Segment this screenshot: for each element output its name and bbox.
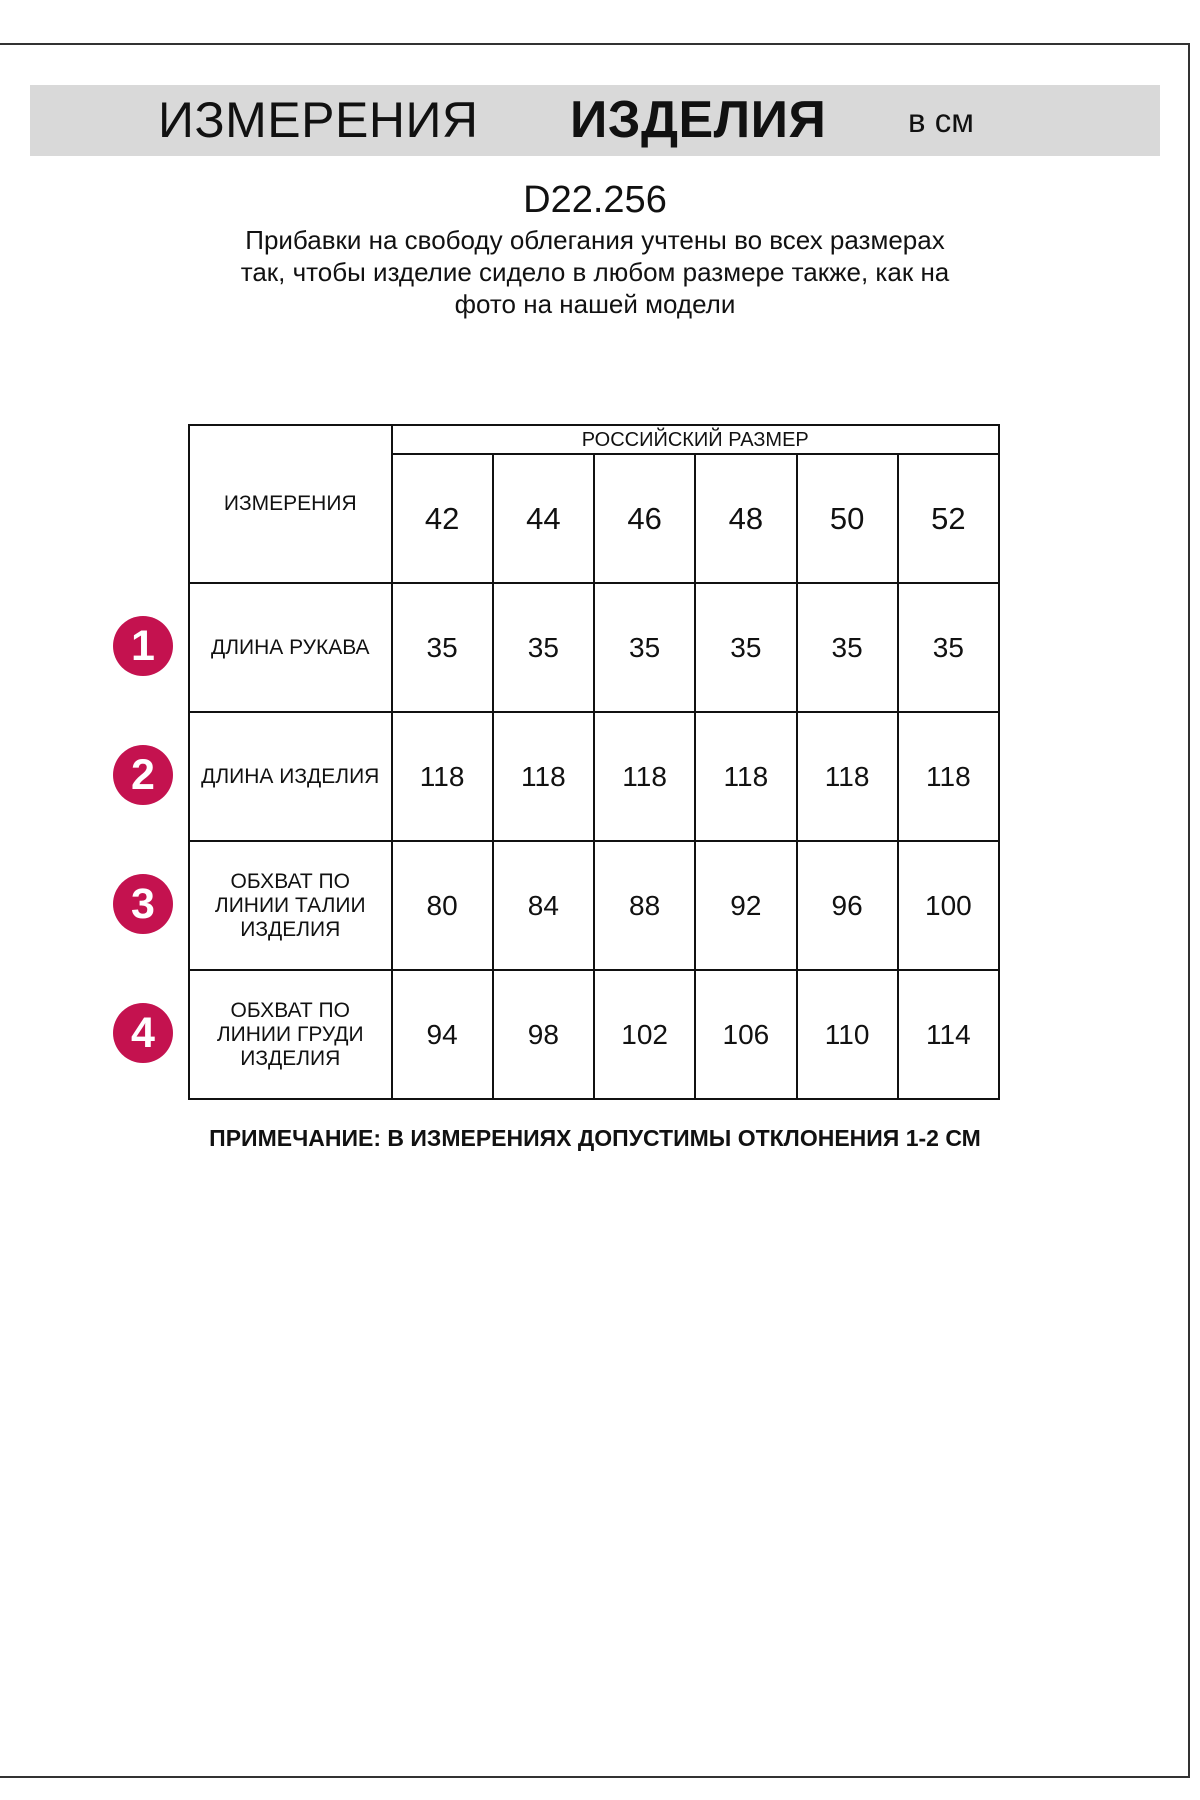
row-label-line: ЛИНИИ ТАЛИИ <box>214 893 366 917</box>
size-header: 42 <box>392 454 493 583</box>
size-table <box>188 424 1000 1100</box>
table-cell: 118 <box>392 712 493 841</box>
row-label-line: ОБХВАТ ПО <box>230 998 350 1022</box>
table-row <box>189 841 999 970</box>
table-cell: 35 <box>594 583 695 712</box>
table-cell: 98 <box>493 970 594 1099</box>
table-cell: 88 <box>594 841 695 970</box>
table-row <box>189 712 999 841</box>
table-cell: 114 <box>898 970 999 1099</box>
table-cell: 35 <box>392 583 493 712</box>
subtitle <box>195 224 995 320</box>
table-cell: 100 <box>898 841 999 970</box>
table-cell: 35 <box>493 583 594 712</box>
header-bar <box>30 85 1160 156</box>
subtitle-line: Прибавки на свободу облегания учтены во всех размерах <box>245 225 945 255</box>
table-cell: 35 <box>797 583 898 712</box>
number-badge-1: 1 <box>113 616 173 676</box>
row-label-line: ИЗДЕЛИЯ <box>240 917 341 941</box>
subtitle-line: фото на нашей модели <box>454 289 736 319</box>
tolerance-note: ПРИМЕЧАНИЕ: В ИЗМЕРЕНИЯХ ДОПУСТИМЫ ОТКЛОНЕНИЯ 1-2 СМ <box>209 1125 981 1151</box>
table-cell: 118 <box>898 712 999 841</box>
row-label-chest-girth <box>189 970 392 1099</box>
row-label-line: ЛИНИИ ГРУДИ <box>216 1022 364 1046</box>
table-row <box>189 583 999 712</box>
number-badge-2: 2 <box>113 745 173 805</box>
row-label-line: ОБХВАТ ПО <box>230 869 350 893</box>
title-garment: ИЗДЕЛИЯ <box>570 91 827 149</box>
measurements-header: ИЗМЕРЕНИЯ <box>189 425 392 583</box>
title-unit: в см <box>908 102 974 139</box>
size-header: 50 <box>797 454 898 583</box>
number-badge-3: 3 <box>113 874 173 934</box>
table-cell: 94 <box>392 970 493 1099</box>
row-label-waist-girth <box>189 841 392 970</box>
table-cell: 118 <box>594 712 695 841</box>
subtitle-line: так, чтобы изделие сидело в любом размере также, как на <box>240 257 950 287</box>
table-cell: 118 <box>797 712 898 841</box>
number-badge-4: 4 <box>113 1003 173 1063</box>
russian-size-header: РОССИЙСКИЙ РАЗМЕР <box>392 425 1000 454</box>
table-cell: 84 <box>493 841 594 970</box>
table-cell: 35 <box>898 583 999 712</box>
size-header: 46 <box>594 454 695 583</box>
table-row <box>189 970 999 1099</box>
table-cell: 35 <box>695 583 796 712</box>
table-header-row <box>189 425 999 454</box>
title-measurements: ИЗМЕРЕНИЯ <box>158 92 479 148</box>
table-cell: 92 <box>695 841 796 970</box>
table-cell: 102 <box>594 970 695 1099</box>
table-cell: 80 <box>392 841 493 970</box>
table-cell: 96 <box>797 841 898 970</box>
table-cell: 110 <box>797 970 898 1099</box>
table-cell: 118 <box>493 712 594 841</box>
row-label-line: ДЛИНА ИЗДЕЛИЯ <box>201 764 380 788</box>
size-header: 44 <box>493 454 594 583</box>
row-label-line: ИЗДЕЛИЯ <box>240 1046 341 1070</box>
row-label-line: ДЛИНА РУКАВА <box>210 635 370 659</box>
size-header: 52 <box>898 454 999 583</box>
row-label-garment-length <box>189 712 392 841</box>
size-header: 48 <box>695 454 796 583</box>
article-code: D22.256 <box>523 179 667 221</box>
table-cell: 118 <box>695 712 796 841</box>
row-label-sleeve-length <box>189 583 392 712</box>
table-cell: 106 <box>695 970 796 1099</box>
